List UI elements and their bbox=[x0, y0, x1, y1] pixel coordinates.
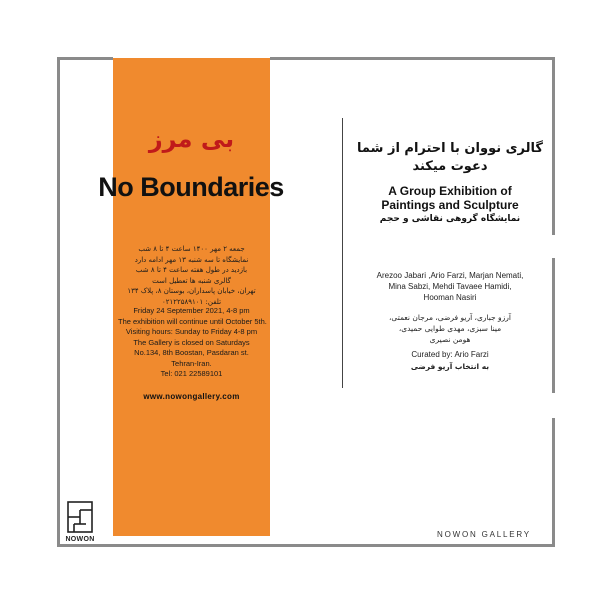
frame-left bbox=[57, 57, 60, 547]
artists-line: هومن نصیری bbox=[429, 335, 471, 344]
info-fa-line: تهران، خیابان پاسداران، بوستان ۸، پلاک ۱۳۴ bbox=[127, 287, 256, 295]
frame-top-right bbox=[270, 57, 555, 60]
gallery-name: NOWON GALLERY bbox=[437, 530, 531, 539]
curator-persian: به انتخاب آریو فرضی bbox=[410, 362, 490, 371]
artists-line: Hooman Nasiri bbox=[423, 293, 477, 302]
info-fa-line: جمعه ۲ مهر ۱۴۰۰ ساعت ۴ تا ۸ شب bbox=[138, 245, 245, 253]
info-fa-line: تلفن: ۰۲۱۲۲۵۸۹۱۰۱ bbox=[161, 297, 222, 306]
logo-mark-icon bbox=[60, 500, 100, 536]
info-fa-line: گالری شنبه ها تعطیل است bbox=[152, 276, 231, 285]
frame-top-left bbox=[57, 57, 113, 60]
logo-text: NOWON bbox=[65, 536, 95, 543]
curator-english: Curated by: Ario Farzi bbox=[411, 350, 489, 359]
frame-bottom bbox=[57, 544, 555, 547]
invitation-line: دعوت میکند bbox=[412, 159, 488, 174]
vertical-divider bbox=[342, 118, 343, 388]
title-persian: بی مرز bbox=[148, 125, 235, 153]
subtitle-english bbox=[345, 184, 555, 212]
nowon-logo bbox=[60, 500, 100, 546]
title-english: No Boundaries bbox=[98, 172, 284, 202]
frame-right-bottom bbox=[552, 418, 555, 547]
artists-persian bbox=[345, 312, 555, 345]
subtitle-persian: نمایشگاه گروهی نقاشی و حجم bbox=[379, 214, 521, 224]
info-en-line: The Gallery is closed on Saturdays bbox=[133, 337, 250, 347]
website-link[interactable]: www.nowongallery.com bbox=[143, 392, 240, 401]
info-en-line: Visiting hours: Sunday to Friday 4-8 pm bbox=[125, 327, 258, 336]
info-persian bbox=[118, 244, 265, 307]
artists-line: آرزو جباری، آریو فرضی، مرجان نعمتی، bbox=[389, 313, 511, 322]
info-en-line: Friday 24 September 2021, 4-8 pm bbox=[133, 306, 250, 315]
artists-line: مینا سبزی، مهدی طوایی حمیدی، bbox=[398, 324, 502, 333]
info-en-line: Tel: 021 22589101 bbox=[160, 369, 223, 378]
info-fa-line: بازدید در طول هفته ساعت ۴ تا ۸ شب bbox=[135, 266, 248, 274]
info-en-line: Tehran-Iran. bbox=[171, 358, 212, 368]
info-en-line: No.134, 8th Boostan, Pasdaran st. bbox=[134, 348, 249, 357]
info-en-line: The exhibition will continue until October 5th. bbox=[118, 316, 267, 326]
invitation-line: گالری نووان با احترام از شما bbox=[357, 141, 543, 156]
info-english bbox=[118, 306, 265, 380]
subtitle-line: A Group Exhibition of bbox=[388, 184, 512, 198]
artists-line: Arezoo Jabari ,Ario Farzi, Marjan Nemati, bbox=[376, 271, 524, 280]
info-fa-line: نمایشگاه تا سه شنبه ۱۳ مهر ادامه دارد bbox=[134, 255, 249, 264]
invitation-persian bbox=[345, 140, 555, 176]
subtitle-line: Paintings and Sculpture bbox=[381, 198, 519, 212]
artists-english bbox=[345, 270, 555, 303]
artists-line: Mina Sabzi, Mehdi Tavaee Hamidi, bbox=[388, 282, 512, 291]
